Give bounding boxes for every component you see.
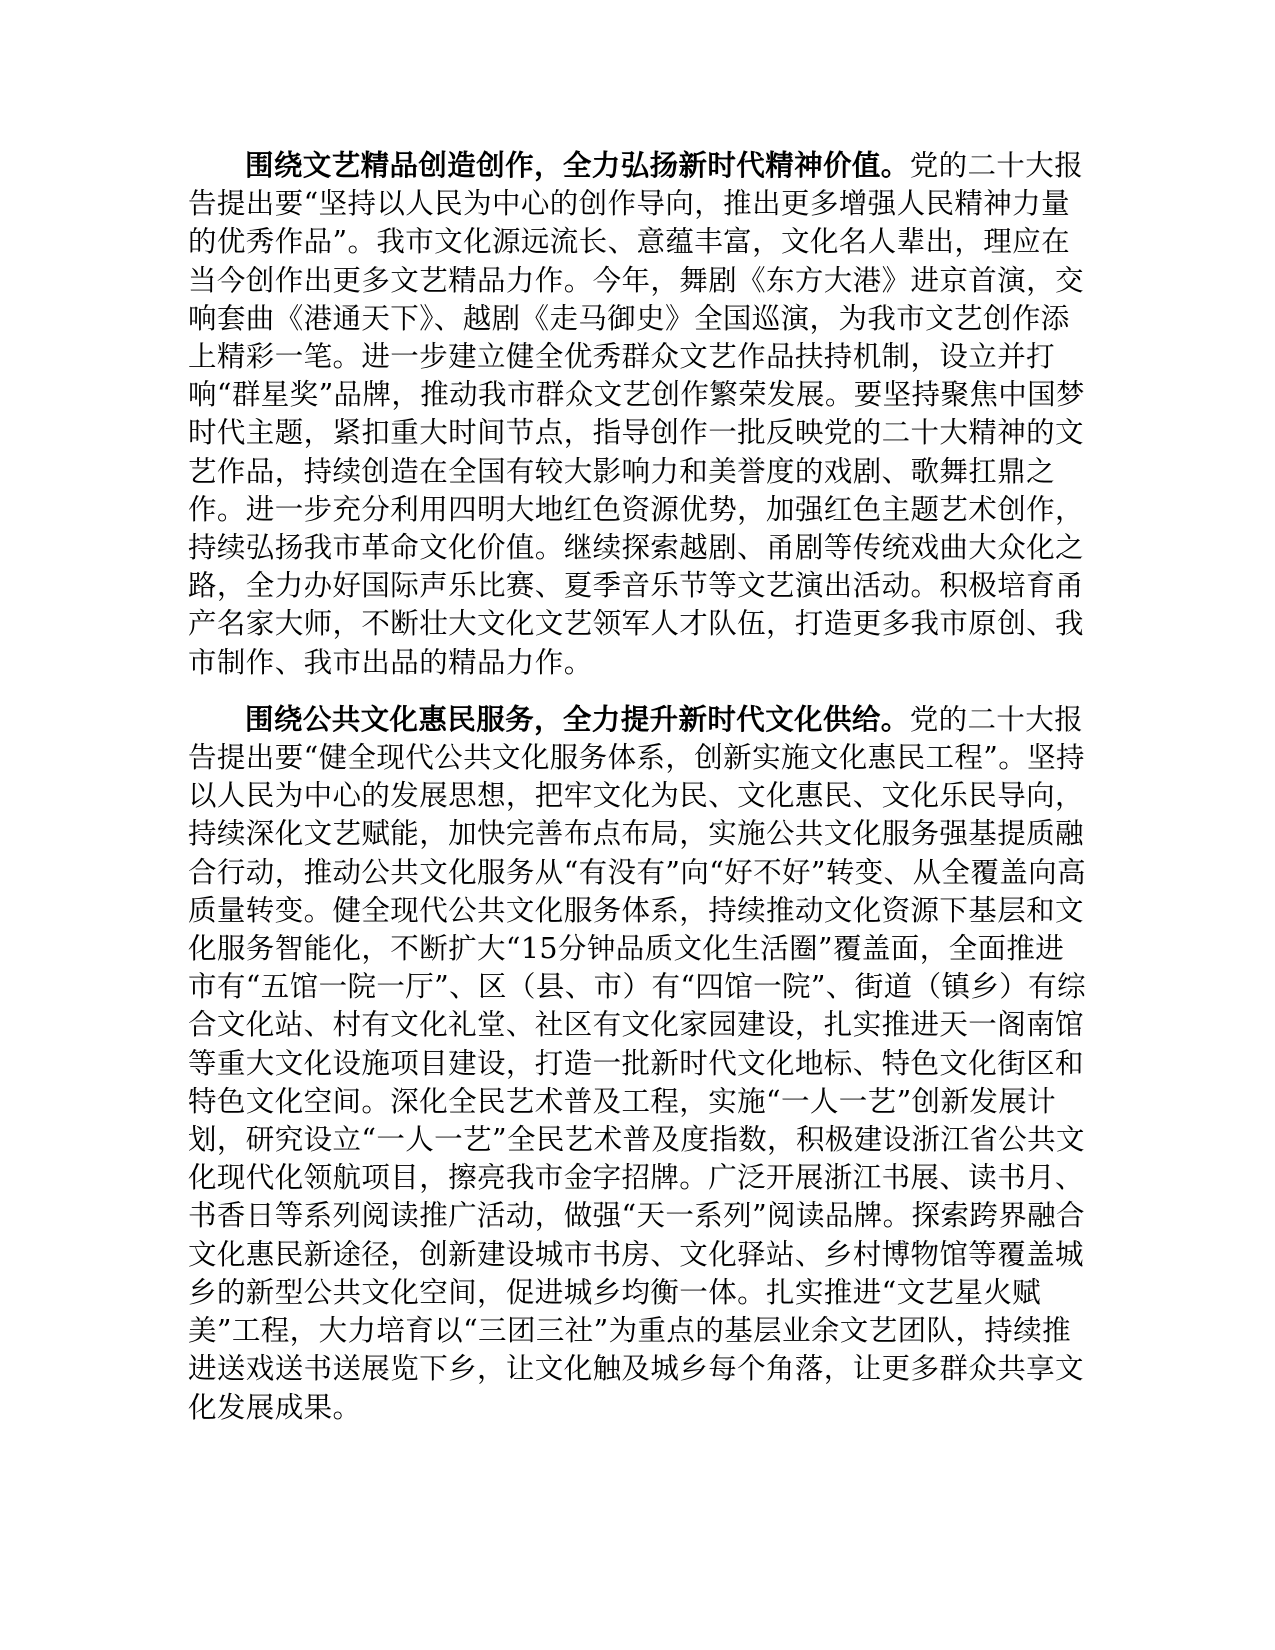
paragraph-lead-heading: 围绕文艺精品创造创作，全力弘扬新时代精神价值。	[245, 148, 910, 182]
paragraph-body-text: 党的二十大报告提出要“健全现代公共文化服务体系，创新实施文化惠民工程”。坚持以人民为中心的发展思想，把牢文化为民、文化惠民、文化乐民导向，持续深化文艺赋能，加快完善布点布局，实施公共文化服务强基提质融合行动，推动公共文化服务从“有没有”向“好不好”转变、从全覆盖向高质量转变。健全现代公共文化服务体系，持续推动文化资源下基层和文化服务智能化，不断扩大“15分钟品质文化生活圈”覆盖面，全面推进市有“五馆一院一厅”、区（县、市）有“四馆一院”、街道（镇乡）有综合文化站、村有文化礼堂、社区有文化家园建设，扎实推进天一阁南馆等重大文化设施项目建设，打造一批新时代文化地标、特色文化街区和特色文化空间。深化全民艺术普及工程，实施“一人一艺”创新发展计划，研究设立“一人一艺”全民艺术普及度指数，积极建设浙江省公共文化现代化领航项目，擦亮我市金字招牌。广泛开展浙江书展、读书月、书香日等系列阅读推广活动，做强“天一系列”阅读品牌。探索跨界融合文化惠民新途径，创新建设城市书房、文化驿站、乡村博物馆等覆盖城乡的新型公共文化空间，促进城乡均衡一体。扎实推进“文艺星火赋美”工程，大力培育以“三团三社”为重点的基层业余文艺团队，持续推进送戏送书送展览下乡，让文化触及城乡每个角落，让更多群众共享文化发展成果。	[188, 702, 1086, 1424]
paragraph-body-text: 党的二十大报告提出要“坚持以人民为中心的创作导向，推出更多增强人民精神力量的优秀作品”。我市文化源远流长、意蕴丰富，文化名人辈出，理应在当今创作出更多文艺精品力作。今年，舞剧《东方大港》进京首演，交响套曲《港通天下》、越剧《走马御史》全国巡演，为我市文艺创作添上精彩一笔。进一步建立健全优秀群众文艺作品扶持机制，设立并打响“群星奖”品牌，推动我市群众文艺创作繁荣发展。要坚持聚焦中国梦时代主题，紧扣重大时间节点，指导创作一批反映党的二十大精神的文艺作品，持续创造在全国有较大影响力和美誉度的戏剧、歌舞扛鼎之作。进一步充分利用四明大地红色资源优势，加强红色主题艺术创作，持续弘扬我市革命文化价值。继续探索越剧、甬剧等传统戏曲大众化之路，全力办好国际声乐比赛、夏季音乐节等文艺演出活动。积极培育甬产名家大师，不断壮大文化文艺领军人才队伍，打造更多我市原创、我市制作、我市出品的精品力作。	[188, 149, 1085, 679]
paragraph-public-culture	[188, 700, 1088, 1427]
paragraph-arts-creation	[188, 146, 1088, 682]
document-body	[188, 146, 1088, 1445]
paragraph-lead-heading: 围绕公共文化惠民服务，全力提升新时代文化供给。	[245, 701, 910, 736]
